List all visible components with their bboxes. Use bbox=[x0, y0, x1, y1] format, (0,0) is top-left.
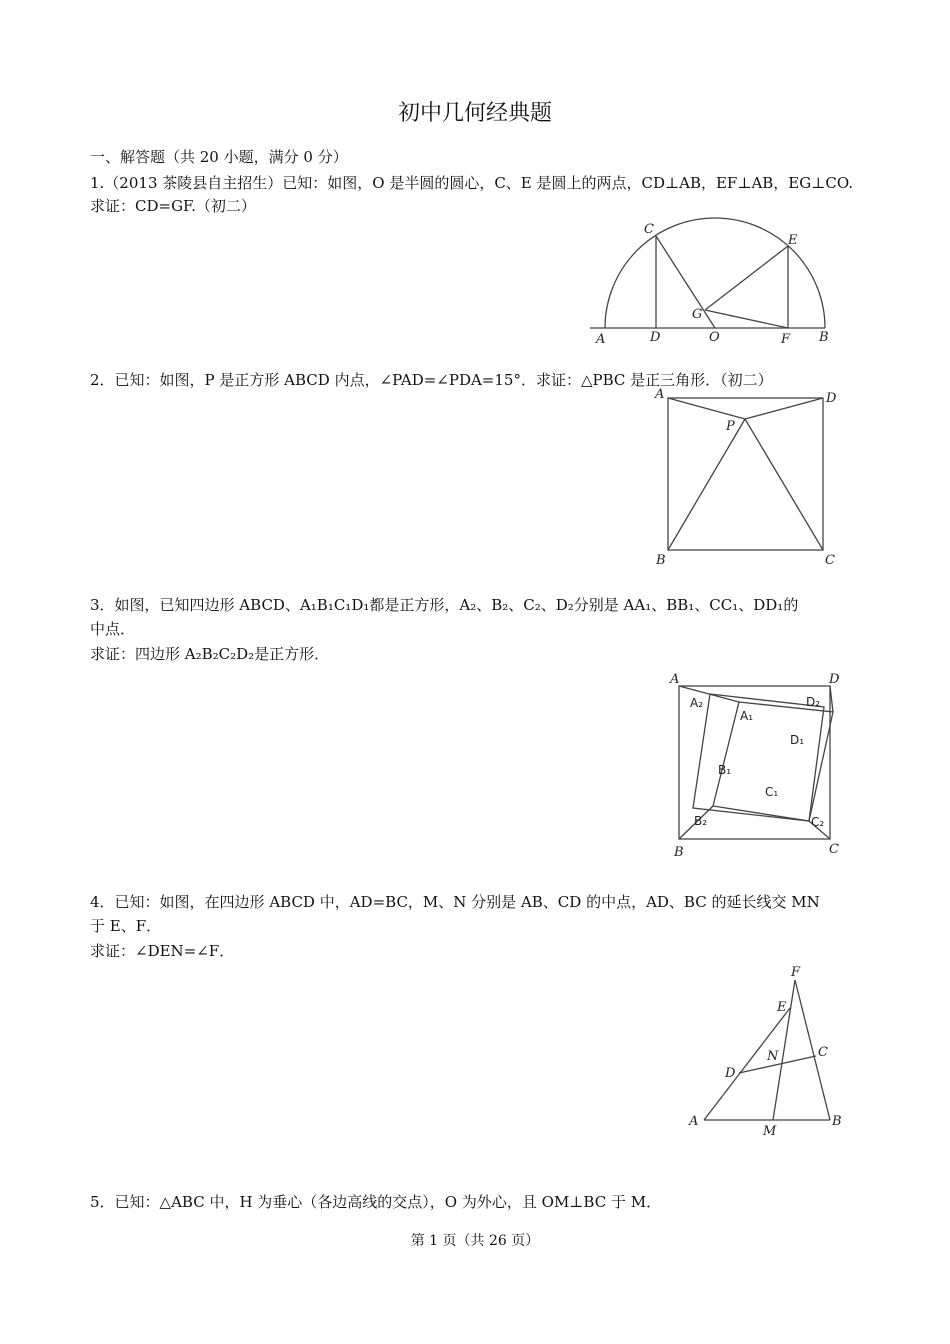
label-a2: A₂ bbox=[690, 696, 704, 710]
page-title: 初中几何经典题 bbox=[397, 101, 552, 126]
label-n: N bbox=[767, 1049, 779, 1064]
page-footer: 第 1 页（共 26 页） bbox=[410, 1233, 540, 1249]
problem-5-statement: 5．已知：△ABC 中，H 为垂心（各边高线的交点），O 为外心，且 OM⊥BC 于 M． bbox=[90, 1193, 662, 1211]
label-c1: C₁ bbox=[765, 785, 779, 799]
label-a: A bbox=[596, 332, 606, 347]
problem-3-statement: 3．如图，已知四边形 ABCD、A₁B₁C₁D₁都是正方形，A₂、B₂、C₂、D₂分别是 AA₁、BB₁、CC₁、DD₁的 bbox=[90, 596, 799, 614]
label-b: B bbox=[832, 1114, 842, 1129]
label-c: C bbox=[825, 553, 835, 568]
label-d: D bbox=[829, 672, 840, 687]
label-d: D bbox=[650, 330, 661, 345]
label-p: P bbox=[726, 419, 735, 434]
label-b: B bbox=[674, 845, 684, 860]
problem-4-statement-cont: 于 E、F． bbox=[90, 917, 162, 935]
problem-2-statement: 2．已知：如图，P 是正方形 ABCD 内点，∠PAD=∠PDA=15°．求证：△PBC 是正三角形．（初二） bbox=[90, 371, 773, 389]
label-a1: A₁ bbox=[740, 709, 754, 723]
label-m: M bbox=[763, 1124, 777, 1139]
problem-1-goal: 求证：CD=GF.（初二） bbox=[90, 197, 256, 215]
section-heading: 一、解答题（共 20 小题，满分 0 分） bbox=[90, 148, 348, 166]
problem-3-statement-cont: 中点． bbox=[90, 620, 136, 638]
label-f: F bbox=[791, 965, 801, 980]
label-f: F bbox=[781, 332, 791, 347]
problem-4-goal: 求证：∠DEN=∠F． bbox=[90, 942, 235, 960]
label-c: C bbox=[818, 1045, 828, 1060]
problem-3-goal: 求证：四边形 A₂B₂C₂D₂是正方形． bbox=[90, 645, 330, 663]
label-d1: D₁ bbox=[790, 733, 805, 747]
label-a: A bbox=[689, 1114, 699, 1129]
label-g: G bbox=[692, 307, 703, 322]
label-e: E bbox=[788, 233, 798, 248]
label-b: B bbox=[656, 553, 666, 568]
label-b: B bbox=[819, 330, 829, 345]
label-c: C bbox=[644, 222, 654, 237]
label-o: O bbox=[709, 330, 720, 345]
label-b1: B₁ bbox=[718, 763, 732, 777]
label-a: A bbox=[670, 672, 680, 687]
label-e: E bbox=[777, 1000, 787, 1015]
problem-4-statement: 4．已知：如图，在四边形 ABCD 中，AD=BC，M、N 分别是 AB、CD 的中点，AD、BC 的延长线交 MN bbox=[90, 893, 820, 911]
label-d: D bbox=[725, 1066, 736, 1081]
label-c: C bbox=[829, 842, 839, 857]
label-d: D bbox=[826, 391, 837, 406]
problem-1-statement: 1.（2013 茶陵县自主招生）已知：如图，O 是半圆的圆心，C、E 是圆上的两点，CD⊥AB，EF⊥AB，EG⊥CO. bbox=[90, 174, 854, 192]
label-c2: C₂ bbox=[811, 815, 825, 829]
label-a: A bbox=[655, 387, 665, 402]
label-d2: D₂ bbox=[806, 695, 821, 709]
label-b2: B₂ bbox=[694, 814, 708, 828]
